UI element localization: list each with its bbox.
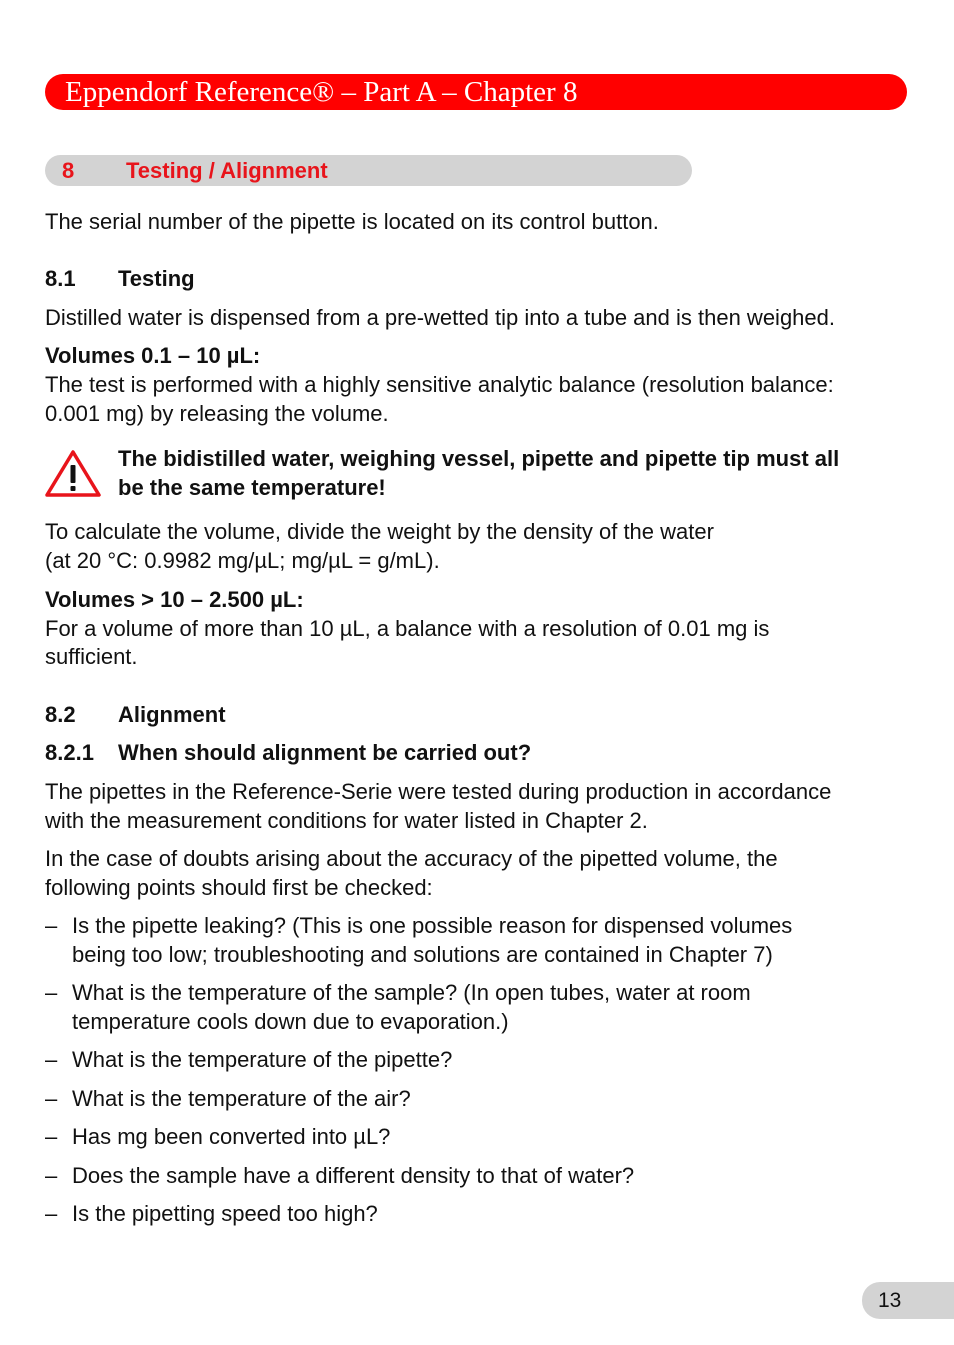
list-item-text: What is the temperature of the sample? (In open tubes, water at room [72,980,751,1005]
calculation-line-2: (at 20 °C: 0.9982 mg/µL; mg/µL = g/mL). [45,548,440,573]
page-number-tab [862,1282,954,1319]
warning-triangle-icon [44,448,102,498]
list-item-dash: – [45,913,58,938]
list-item-text-continued: temperature cools down due to evaporation.) [72,1009,509,1034]
section-title: Testing / Alignment [126,158,328,183]
subsection-8-1-title: Testing [118,266,195,291]
subsection-8-1-number: 8.1 [45,266,76,291]
calculation-line-1: To calculate the volume, divide the weight by the density of the water [45,519,714,544]
list-item-dash: – [45,1201,58,1226]
list-item-text: Is the pipetting speed too high? [72,1201,378,1226]
list-item-dash: – [45,1163,58,1188]
list-item-text-continued: being too low; troubleshooting and solutions are contained in Chapter 7) [72,942,773,967]
subsection-8-2-title: Alignment [118,702,226,727]
list-item-text: What is the temperature of the pipette? [72,1047,453,1072]
volumes-small-heading: Volumes 0.1 – 10 µL: [45,343,261,368]
warning-text [118,444,839,502]
section-number: 8 [62,158,75,183]
alignment-paragraph-1-line-2: with the measurement conditions for water listed in Chapter 2. [45,808,648,833]
volumes-large-heading: Volumes > 10 – 2.500 µL: [45,587,304,612]
volumes-large-line-1: For a volume of more than 10 µL, a balance with a resolution of 0.01 mg is [45,616,770,641]
warning-line-1: The bidistilled water, weighing vessel, pipette and pipette tip must all [118,446,840,471]
list-item-text: Does the sample have a different density to that of water? [72,1163,635,1188]
list-item-dash: – [45,1047,58,1072]
list-item-dash: – [45,1086,58,1111]
warning-line-2: be the same temperature! [118,475,386,500]
alignment-paragraph-2-line-2: following points should first be checked: [45,875,433,900]
volumes-small-line-2: 0.001 mg) by releasing the volume. [45,401,389,426]
testing-paragraph: Distilled water is dispensed from a pre-wetted tip into a tube and is then weighed. [45,305,835,330]
list-item-text: What is the temperature of the air? [72,1086,411,1111]
list-item-dash: – [45,980,58,1005]
volumes-small-line-1: The test is performed with a highly sensitive analytic balance (resolution balance: [45,372,834,397]
volumes-large-line-2: sufficient. [45,644,138,669]
chapter-header-title: Eppendorf Reference® – Part A – Chapter 8 [65,76,578,108]
chapter-header-bar [45,74,907,110]
list-item-text: Has mg been converted into µL? [72,1124,391,1149]
subsection-8-2-number: 8.2 [45,702,76,727]
subsection-8-2-1-number: 8.2.1 [45,740,94,765]
page-number: 13 [878,1289,902,1312]
list-item-text: Is the pipette leaking? (This is one possible reason for dispensed volumes [72,913,793,938]
list-item-dash: – [45,1124,58,1149]
section-heading-bar [45,155,692,186]
alignment-paragraph-2-line-1: In the case of doubts arising about the accuracy of the pipetted volume, the [45,846,778,871]
subsection-8-2-1-title: When should alignment be carried out? [118,740,532,765]
alignment-paragraph-1-line-1: The pipettes in the Reference-Serie were tested during production in accordance [45,779,832,804]
intro-paragraph: The serial number of the pipette is located on its control button. [45,209,659,234]
